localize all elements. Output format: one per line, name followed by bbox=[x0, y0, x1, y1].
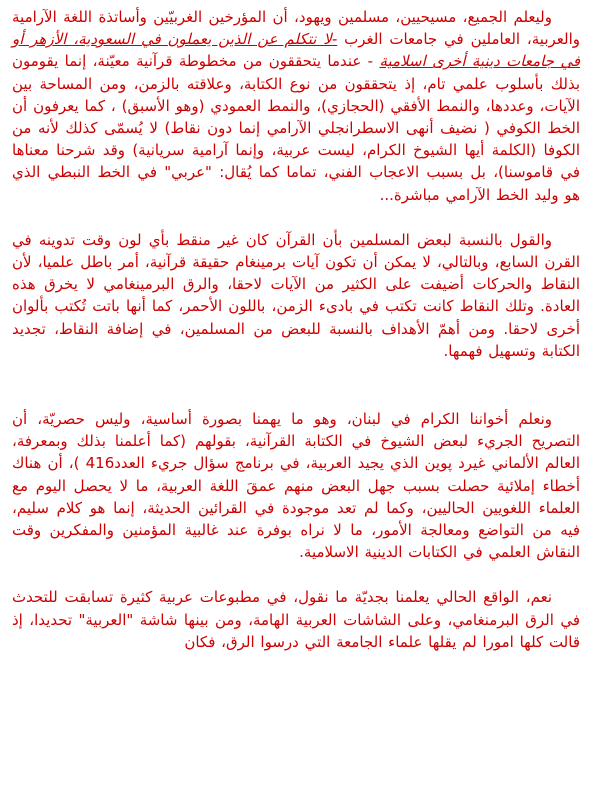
section-spacer bbox=[12, 362, 580, 408]
article-body bbox=[12, 6, 580, 653]
paragraph-spacer bbox=[12, 206, 580, 229]
paragraph-spacer bbox=[12, 563, 580, 586]
paragraph-1-text-start: وليعلم الجميع، مسيحيين، مسلمين ويهود، أن المؤرخين الغربيّين وأساتذة اللغة الآرامية والعربية، العاملين في جامعات الغرب bbox=[12, 8, 580, 49]
paragraph-1-text-end: - عندما يتحققون من مخطوطة قرآنية معيّنة، إنما يقومون بذلك بأسلوب علمي تام، إذ يتحققون من نوع الكتابة، وعلاقته بالزمن، ومن المساحة بين الآيات، وعددها، والنمط الأفقي (الحجازي)، والنمط العمودي (وهو الأسبق) ، كما يعرفون أن الخط الكوفي ( نضيف أنهى الاسطرانجلي الآرامي إنما دون نقاط) لا يُسمّى كذلك لأنه من الكوفا (الكلمة أيها الشيوخ الكرام، ليست عربية، وإنما آرامية سريانية) وقد شرحنا معناها في قاموسنا)، بل بسبب الاعجاب الفني، تماما كما يُقال: "عربي" في الخط النبطي الذي هو وليد الخط الآرامي مباشرة... bbox=[12, 52, 580, 204]
paragraph-3: ونعلم أخواننا الكرام في لبنان، وهو ما يهمنا بصورة أساسية، وليس حصريّة، أن التصريح الجريء لبعض الشيوخ في الكتابة القرآنية، بقولهم (كما أعلمنا بذلك وبمعرفة، العالم الألماني غيرد پوين الذي يجيد العربية، في برنامج سؤال جريء العدد416 )، أن هناك أخطاء إملائية حصلت بسبب جهل البعض منهم عمقَ اللغة العربية، ما لا يحصل اليوم مع العلماء اللغويين الحاليين، وكما لم تعد موجودة في القرائين الحديثة، إنما هو كلام سليم، فيه من التواضع ومعالجة الأمور، ما لا نراه بوفرة عند غالبية المؤمنين والمفكرين وقت النقاش العلمي في الكتابات الدينية الاسلامية. bbox=[12, 410, 580, 562]
paragraph-1 bbox=[12, 6, 580, 206]
paragraph-2: والقول بالنسبة لبعض المسلمين بأن القرآن كان غير منقط بأي لون وقت تدوينه في القرن السابع، وبالتالي، لا يمكن أن تكون آيات برمينغام حقيقة قرآنية، أمر باطل علميا، لأن النقاط والحركات أضيفت على الكثير من الآيات لاحقا، والرق البرمينغامي لا يخرق هذه العادة. وتلك النقاط كانت تكتب في بادىء الزمن، باللون الأحمر، كما أنها باتت تُكتب بألوان أخرى لاحقا. ومن أهمّ الأهداف بالنسبة للبعض من المسلمين، في إضافة النقاط، تجديد الكتابة وتسهيل فهمها. bbox=[12, 230, 580, 360]
paragraph-4: نعم، الواقع الحالي يعلمنا بجديّة ما نقول، في مطبوعات عربية كثيرة تسابقت للتحدث في الرق البرمنغامي، وعلى الشاشات العربية الهامة، ومن بينها شاشة "العربية" تحديدا، إذ قالت كلها امورا لم يقلها علماء الجامعة التي درسوا الرق، فكان bbox=[12, 588, 580, 651]
paragraph-1-emphasis: -لا نتكلم عن الذين يعملون في السعودية، الأزهر أو في جامعات دينية أخرى اسلامية bbox=[12, 30, 580, 71]
